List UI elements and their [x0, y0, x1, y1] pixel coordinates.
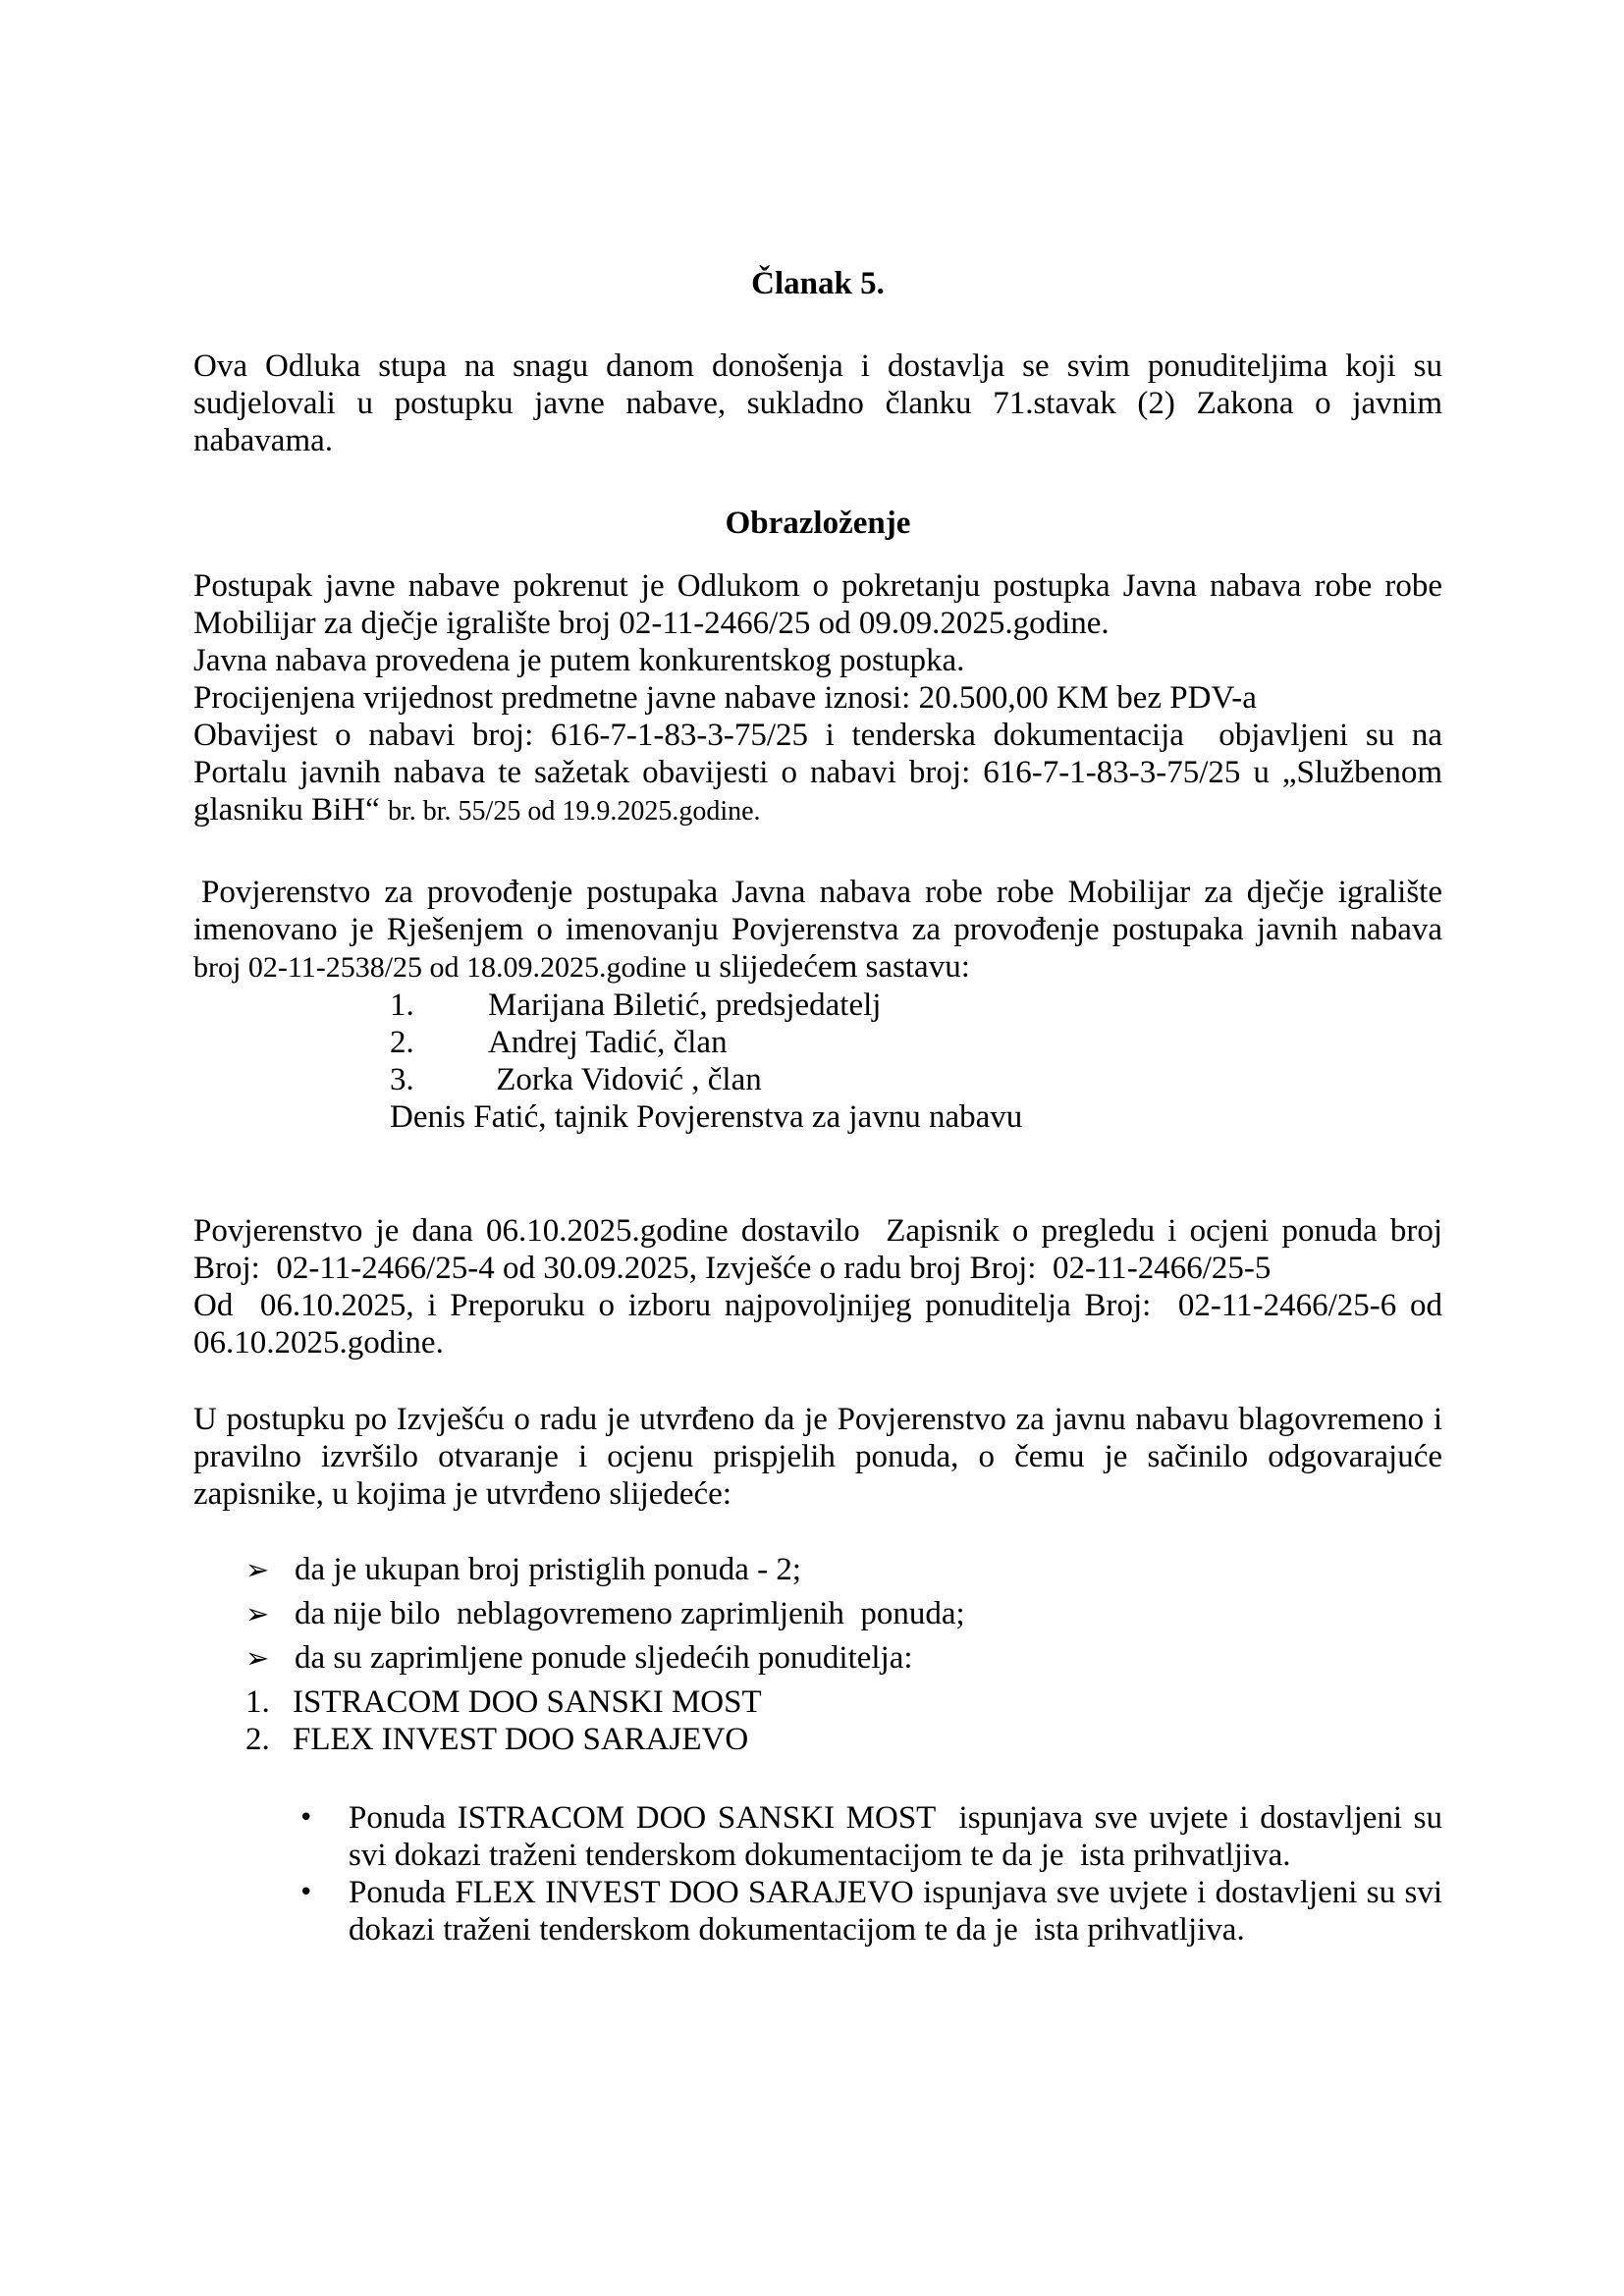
finding-text: da su zaprimljene ponude sljedećih ponuditelja:: [295, 1640, 913, 1676]
paragraph-procurement-initiated: Postupak javne nabave pokrenut je Odlukom o pokretanju postupka Javna nabava robe robe Mobilijar za dječje igralište broj 02-11-2466/25 od 09.09.2025.godine.: [193, 568, 1442, 641]
member-number: 1.: [390, 988, 414, 1023]
member-name: Marijana Biletić, predsjedatelj: [488, 988, 882, 1023]
section-heading: Obrazloženje: [725, 506, 911, 541]
paragraph-review: U postupku po Izvješću o radu je utvrđeno da je Povjerenstvo za javnu nabavu blagovremeno i pravilno izvršilo otvaranje i ocjenu prispjelih ponuda, o čemu je sačinilo odgovarajuće zapisnike, u kojima je utvrđeno slijedeće:: [193, 1402, 1442, 1512]
paragraph-notice: [193, 717, 1442, 830]
member-name: Zorka Vidović , član: [488, 1062, 762, 1097]
finding-text: da je ukupan broj pristiglih ponuda - 2;: [295, 1552, 801, 1587]
list-item: [390, 1024, 1442, 1061]
dot-bullet-icon: •: [298, 1803, 314, 1833]
bidders-list: [193, 1683, 1442, 1758]
member-number: 2.: [390, 1025, 414, 1060]
arrow-bullet-icon: ➢: [245, 1553, 270, 1586]
commission-members-list: [193, 987, 1442, 1136]
list-item: [193, 1721, 1442, 1758]
bidder-name: ISTRACOM DOO SANSKI MOST: [293, 1684, 762, 1720]
appointment-reference-small: broj 02-11-2538/25 od 18.09.2025.godine: [193, 951, 687, 984]
bidder-number: 1.: [245, 1684, 270, 1720]
reports-line-2: Od 06.10.2025, i Preporuku o izboru najpovoljnijeg ponuditelja Broj: 02-11-2466/25-6 od 06.10.2025.godine.: [193, 1288, 1442, 1361]
bidder-name: FLEX INVEST DOO SARAJEVO: [293, 1722, 749, 1757]
article-title: Članak 5.: [751, 266, 885, 301]
findings-list: [193, 1551, 1442, 1677]
notice-reference-small: br. br. 55/25 od 19.9.2025.godine.: [387, 796, 761, 827]
list-item: [193, 1595, 1442, 1632]
member-number: 3.: [390, 1062, 414, 1097]
list-item: [193, 1874, 1442, 1949]
arrow-bullet-icon: ➢: [245, 1641, 270, 1675]
list-item: [193, 1639, 1442, 1677]
finding-text: da nije bilo neblagovremeno zaprimljenih ponuda;: [295, 1596, 965, 1631]
offers-list: [193, 1799, 1442, 1949]
secretary-line: Denis Fatić, tajnik Povjerenstva za javnu nabavu: [390, 1099, 1023, 1135]
appointment-text-1: Povjerenstvo za provođenje postupaka Javna nabava robe robe Mobilijar za dječje igralište imenovano je Rješenjem o imenovanju Povjerenstva za provođenje postupaka javnih nabava: [193, 875, 1442, 947]
member-name: Andrej Tadić, član: [488, 1025, 728, 1060]
offer-conclusion-text: Ponuda FLEX INVEST DOO SARAJEVO ispunjava sve uvjete i dostavljeni su svi dokazi traženi tenderskom dokumentacijom te da je ista prihvatljiva.: [349, 1875, 1442, 1948]
list-item: [390, 1061, 1442, 1098]
intro-paragraph: Ova Odluka stupa na snagu danom donošenja i dostavlja se svim ponuditeljima koji su sudjelovali u postupku javne nabave, sukladno članku 71.stavak (2) Zakona o javnim nabavama.: [193, 348, 1442, 458]
paragraph-procurement-conducted: Javna nabava provedena je putem konkurentskog postupka.: [193, 643, 965, 678]
list-item: [193, 1683, 1442, 1721]
arrow-bullet-icon: ➢: [245, 1597, 270, 1630]
dot-bullet-icon: •: [298, 1878, 314, 1907]
reports-line-1: Povjerenstvo je dana 06.10.2025.godine dostavilo Zapisnik o pregledu i ocjeni ponuda broj Broj: 02-11-2466/25-4 od 30.09.2025, Izvješće o radu broj Broj: 02-11-2466/25-5: [193, 1213, 1442, 1286]
paragraph-reports: [193, 1212, 1442, 1362]
paragraph-commission-appointment: [193, 874, 1442, 987]
appointment-text-2: u slijedećem sastavu:: [686, 949, 970, 985]
offer-conclusion-text: Ponuda ISTRACOM DOO SANSKI MOST ispunjava sve uvjete i dostavljeni su svi dokazi traženi tenderskom dokumentacijom te da je ista prihvatljiva.: [349, 1800, 1442, 1873]
list-item: [390, 987, 1442, 1024]
notice-text: Obavijest o nabavi broj: 616-7-1-83-3-75/25 i tenderska dokumentacija objavljeni su na Portalu javnih nabava te sažetak obavijesti o nabavi broj: 616-7-1-83-3-75/25 u „Službenom glasniku BiH“: [193, 718, 1442, 828]
list-item: [193, 1551, 1442, 1588]
list-item: [193, 1799, 1442, 1874]
paragraph-estimated-value: Procijenjena vrijednost predmetne javne nabave iznosi: 20.500,00 KM bez PDV-a: [193, 680, 1257, 716]
bidder-number: 2.: [245, 1722, 270, 1757]
